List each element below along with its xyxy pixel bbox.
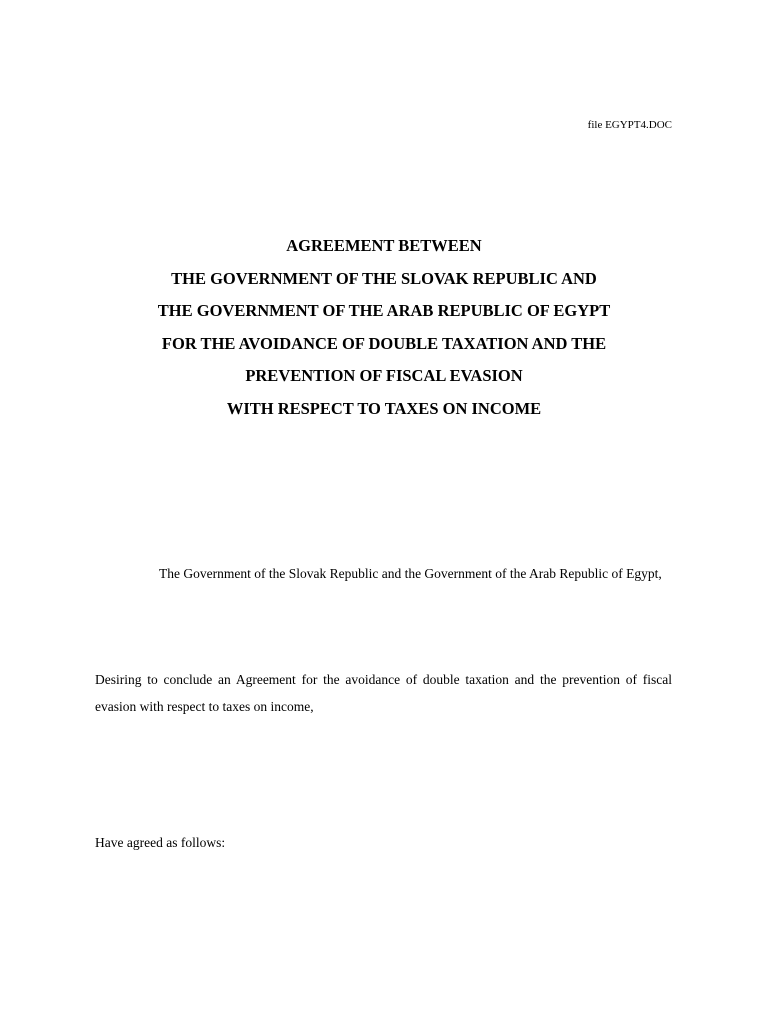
preamble-purpose: Desiring to conclude an Agreement for the avoidance of double taxation and the prevention of fiscal evasion with respect to taxes on income, [95, 671, 672, 714]
agreement-title [0, 236, 768, 431]
file-reference: file EGYPT4.DOC [587, 119, 672, 131]
title-line: FOR THE AVOIDANCE OF DOUBLE TAXATION AND THE [161, 333, 607, 353]
title-line: PREVENTION OF FISCAL EVASION [245, 366, 523, 385]
title-line: THE GOVERNMENT OF THE ARAB REPUBLIC OF EGYPT [157, 301, 611, 320]
preamble-parties: The Government of the Slovak Republic and the Government of the Arab Republic of Egypt, [159, 565, 662, 581]
preamble-agreed: Have agreed as follows: [95, 834, 226, 850]
title-line: THE GOVERNMENT OF THE SLOVAK REPUBLIC AND [171, 268, 597, 288]
title-line: AGREEMENT BETWEEN [286, 236, 482, 255]
title-line: WITH RESPECT TO TAXES ON INCOME [226, 398, 542, 418]
